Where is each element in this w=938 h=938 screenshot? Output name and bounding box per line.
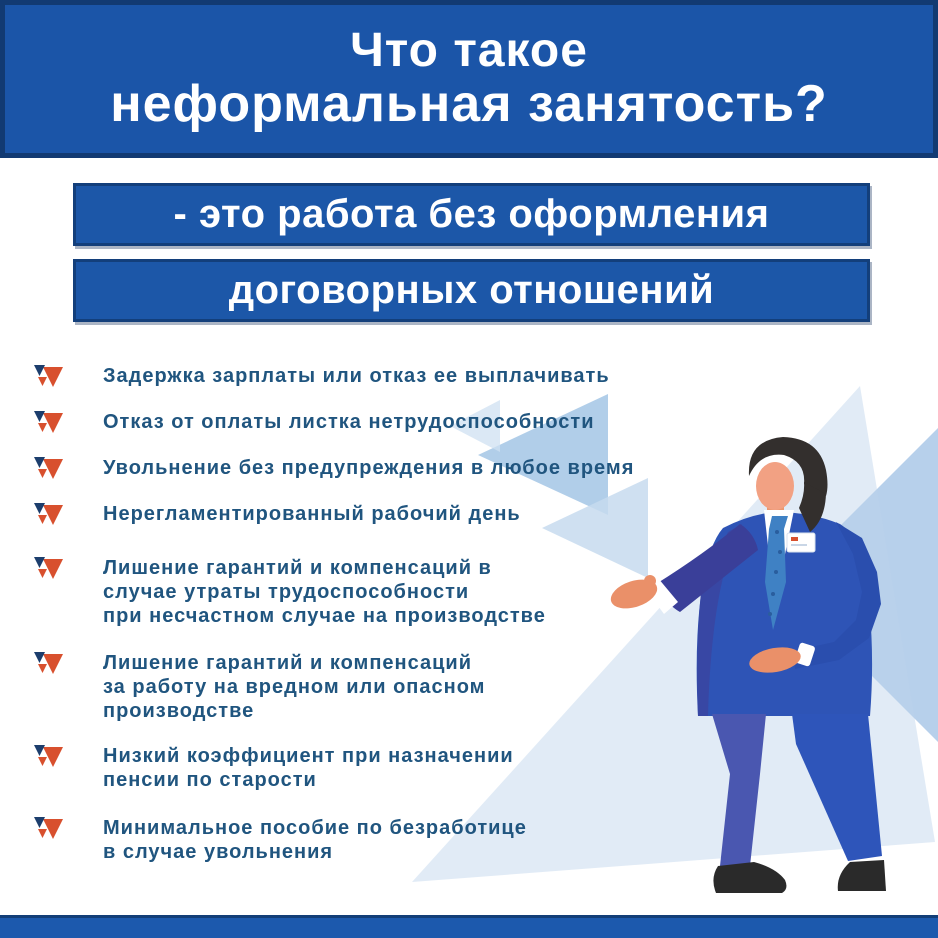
badge — [787, 533, 815, 552]
list-item-text: Лишение гарантий и компенсаций в случае утраты трудоспособности при несчастном случае на производстве — [103, 557, 546, 627]
face — [756, 462, 794, 510]
title-banner — [0, 0, 938, 158]
open-hand — [607, 574, 661, 614]
definition-text-2: договорных отношений — [228, 268, 715, 312]
list-item — [33, 556, 546, 628]
triangle-bullet-icon — [33, 651, 63, 681]
triangle-bullet-icon — [33, 502, 63, 532]
list-item-text: Минимальное пособие по безработице в случае увольнения — [103, 817, 527, 863]
list-item — [33, 410, 595, 440]
definition-bar-1 — [73, 183, 870, 246]
list-item-text: Увольнение без предупреждения в любое время — [103, 457, 635, 479]
list-item — [33, 502, 521, 532]
bottom-bar — [0, 915, 938, 938]
businessman-illustration — [598, 432, 918, 902]
triangle-bullet-icon — [33, 364, 63, 394]
right-shoe — [838, 860, 886, 891]
list-item — [33, 816, 527, 864]
list-item — [33, 456, 634, 486]
list-item — [33, 744, 514, 792]
triangle-bullet-icon — [33, 744, 63, 774]
triangle-bullet-icon — [33, 410, 63, 440]
left-shoe — [713, 862, 786, 893]
triangle-bullet-icon — [33, 556, 63, 586]
trouser-right-leg — [792, 714, 882, 861]
list-item — [33, 364, 610, 394]
list-item-text: Задержка зарплаты или отказ ее выплачивать — [103, 365, 610, 387]
trouser-left-leg — [712, 714, 766, 866]
definition-text-1: - это работа без оформления — [173, 192, 770, 236]
definition-bar-2 — [73, 259, 870, 322]
list-item-text: Отказ от оплаты листка нетрудоспособности — [103, 411, 595, 433]
list-item-text: Нерегламентированный рабочий день — [103, 503, 521, 525]
triangle-bullet-icon — [33, 456, 63, 486]
poster-title-line2: неформальная занятость? — [110, 74, 828, 133]
list-item — [33, 651, 485, 723]
poster-title-line1: Что такое — [350, 24, 588, 77]
list-item-text: Низкий коэффициент при назначении пенсии по старости — [103, 745, 514, 791]
triangle-bullet-icon — [33, 816, 63, 846]
list-item-text: Лишение гарантий и компенсаций за работу на вредном или опасном производстве — [103, 652, 486, 722]
